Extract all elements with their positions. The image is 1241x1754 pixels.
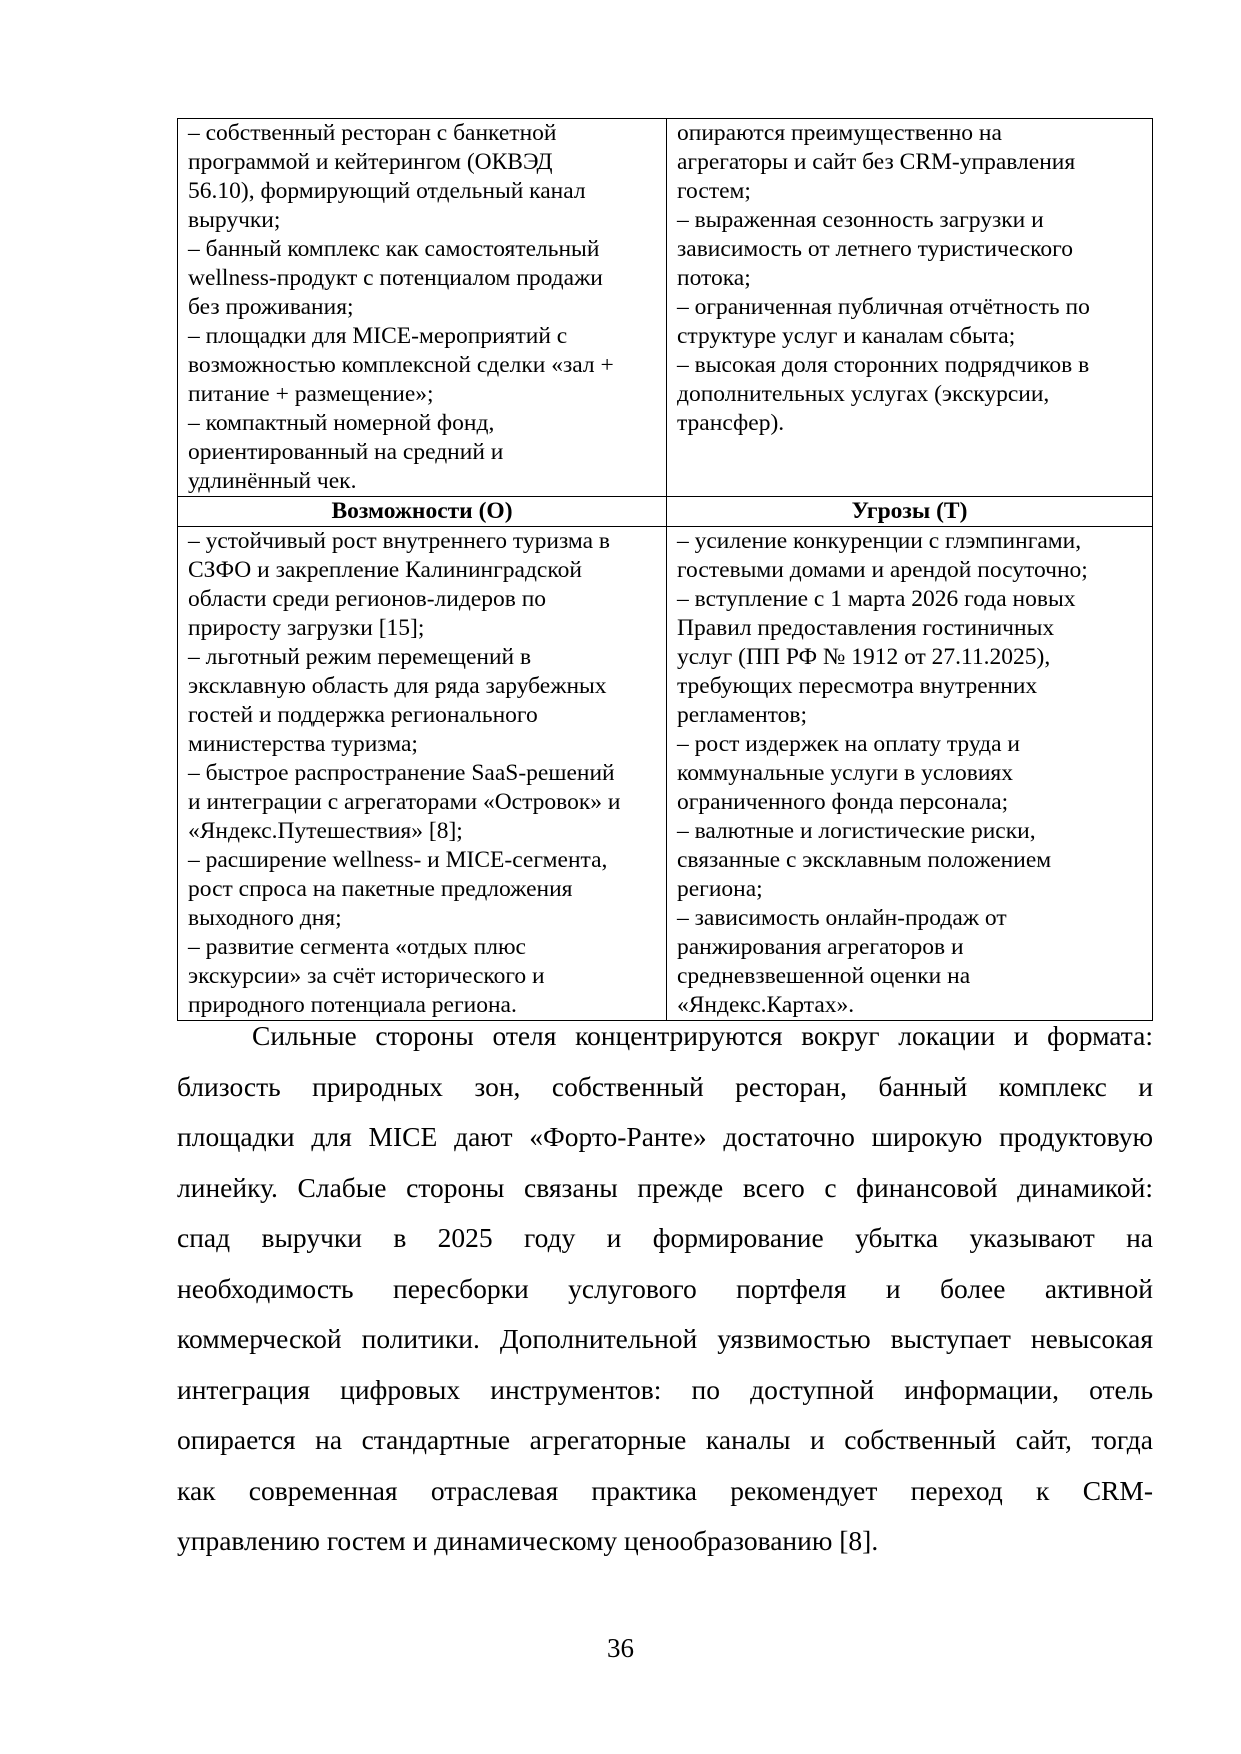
paragraph-line: Сильные стороны отеля концентрируются вокруг локации и формата:	[252, 1020, 1153, 1051]
weaknesses-line: опираются преимущественно на	[677, 120, 1002, 146]
opportunities-line: приросту загрузки [15];	[188, 615, 425, 641]
weaknesses-line: агрегаторы и сайт без CRM-управления	[677, 149, 1076, 175]
paragraph-line: близость природных зон, собственный ресторан, банный комплекс и	[177, 1070, 1153, 1102]
threats-line: – зависимость онлайн-продаж от	[677, 905, 1007, 931]
strengths-line: – площадки для MICE-мероприятий с	[188, 323, 568, 349]
weaknesses-line: трансфер).	[677, 410, 785, 436]
paragraph-line: необходимость пересборки услугового портфеля и более активной	[177, 1272, 1153, 1304]
strengths-line: удлинённый чек.	[188, 468, 357, 494]
weaknesses-line: дополнительных услугах (экскурсии,	[677, 381, 1050, 407]
paragraph-line: как современная отраслевая практика рекомендует переход к CRM-	[177, 1474, 1153, 1506]
opportunities-header: Возможности (О)	[178, 497, 667, 527]
opportunities-line: эксклавную область для ряда зарубежных	[188, 673, 607, 699]
strengths-line: 56.10), формирующий отдельный канал	[188, 178, 586, 204]
opportunities-line: – расширение wellness- и MICE-сегмента,	[188, 847, 608, 873]
threats-cell	[667, 527, 1153, 1021]
weaknesses-line: зависимость от летнего туристического	[677, 236, 1073, 262]
threats-line: гостевыми домами и арендой посуточно;	[677, 557, 1088, 583]
paragraph-line: интеграция цифровых инструментов: по доступной информации, отель	[177, 1373, 1153, 1405]
threats-line: ранжирования агрегаторов и	[677, 934, 964, 960]
opportunities-line: области среди регионов-лидеров по	[188, 586, 547, 612]
table-row-headers	[178, 497, 1153, 527]
threats-line: связанные с эксклавным положением	[677, 847, 1052, 873]
paragraph-line: линейку. Слабые стороны связаны прежде всего с финансовой динамикой:	[177, 1171, 1153, 1203]
opportunities-line: – быстрое распространение SaaS-решений	[188, 760, 615, 786]
strengths-cell	[178, 119, 667, 497]
strengths-line: питание + размещение»;	[188, 381, 434, 407]
paragraph-line: спад выручки в 2025 году и формирование убытка указывают на	[177, 1222, 1153, 1253]
body-paragraph	[177, 1011, 1153, 1567]
threats-line: требующих пересмотра внутренних	[677, 673, 1038, 699]
table-row-opportunities-threats	[178, 527, 1153, 1021]
strengths-line: wellness-продукт с потенциалом продажи	[188, 265, 603, 291]
threats-line: – рост издержек на оплату труда и	[677, 731, 1020, 757]
threats-line: коммунальные услуги в условиях	[677, 760, 1013, 786]
threats-line: – усиление конкуренции с глэмпингами,	[677, 528, 1082, 554]
weaknesses-line: – ограниченная публичная отчётность по	[677, 294, 1090, 320]
paragraph-line: коммерческой политики. Дополнительной уязвимостью выступает невысокая	[177, 1323, 1153, 1354]
table-row-strengths-weaknesses	[178, 119, 1153, 497]
opportunities-line: и интеграции с агрегаторами «Островок» и	[188, 789, 621, 815]
strengths-line: – банный комплекс как самостоятельный	[188, 236, 600, 262]
strengths-line: возможностью комплексной сделки «зал +	[188, 352, 614, 378]
threats-line: Правил предоставления гостиничных	[677, 615, 1055, 641]
weaknesses-line: структуре услуг и каналам сбыта;	[677, 323, 1016, 349]
strengths-line: ориентированный на средний и	[188, 439, 504, 465]
threats-line: услуг (ПП РФ № 1912 от 27.11.2025),	[677, 644, 1051, 670]
weaknesses-line: потока;	[677, 265, 751, 291]
opportunities-line: СЗФО и закрепление Калининградской	[188, 557, 582, 583]
opportunities-line: экскурсии» за счёт исторического и	[188, 963, 545, 989]
threats-line: ограниченного фонда персонала;	[677, 789, 1009, 815]
weaknesses-cell	[667, 119, 1153, 497]
threats-header: Угрозы (Т)	[667, 497, 1153, 527]
swot-table	[177, 118, 1153, 1021]
paragraph-line: опирается на стандартные агрегаторные каналы и собственный сайт, тогда	[177, 1424, 1153, 1455]
opportunities-line: «Яндекс.Путешествия» [8];	[188, 818, 463, 844]
strengths-line: – собственный ресторан с банкетной	[188, 120, 557, 146]
strengths-line: без проживания;	[188, 294, 354, 320]
paragraph-line: управлению гостем и динамическому ценообразованию [8].	[177, 1525, 879, 1556]
strengths-line: выручки;	[188, 207, 281, 233]
threats-line: средневзвешенной оценки на	[677, 963, 971, 989]
threats-line: региона;	[677, 876, 763, 902]
strengths-line: программой и кейтерингом (ОКВЭД	[188, 149, 553, 175]
opportunities-cell	[178, 527, 667, 1021]
opportunities-line: рост спроса на пакетные предложения	[188, 876, 573, 902]
strengths-line: – компактный номерной фонд,	[188, 410, 495, 436]
opportunities-line: природного потенциала региона.	[188, 992, 517, 1018]
threats-line: – валютные и логистические риски,	[677, 818, 1036, 844]
opportunities-line: – льготный режим перемещений в	[188, 644, 532, 670]
opportunities-line: – устойчивый рост внутреннего туризма в	[188, 528, 611, 554]
threats-line: – вступление с 1 марта 2026 года новых	[677, 586, 1076, 612]
paragraph-line: площадки для MICE дают «Форто-Ранте» достаточно широкую продуктовую	[177, 1121, 1153, 1152]
weaknesses-line: – выраженная сезонность загрузки и	[677, 207, 1044, 233]
opportunities-line: гостей и поддержка регионального	[188, 702, 538, 728]
opportunities-line: министерства туризма;	[188, 731, 418, 757]
threats-line: «Яндекс.Картах».	[677, 992, 855, 1018]
threats-line: регламентов;	[677, 702, 807, 728]
weaknesses-line: гостем;	[677, 178, 751, 204]
opportunities-line: выходного дня;	[188, 905, 342, 931]
weaknesses-line: – высокая доля сторонних подрядчиков в	[677, 352, 1090, 378]
page-number: 36	[607, 1633, 634, 1663]
opportunities-line: – развитие сегмента «отдых плюс	[188, 934, 526, 960]
